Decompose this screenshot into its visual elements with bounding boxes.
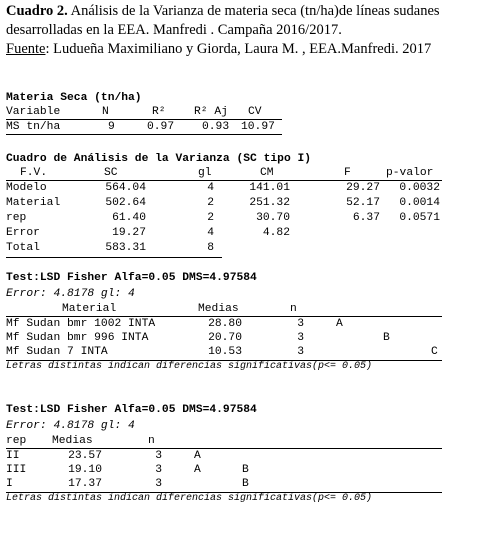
lsd1-cell-medias: 10.53 — [208, 346, 242, 358]
lsd1-cell-material: Mf Sudan bmr 1002 INTA — [6, 318, 156, 330]
anova-cell-fv: Material — [6, 197, 61, 209]
anova-header-f: F — [344, 167, 351, 179]
ms-header-r2aj: R² Aj — [194, 106, 228, 118]
anova-cell-f: 29.27 — [346, 182, 380, 194]
ms-header-variable: Variable — [6, 106, 61, 118]
lsd1-cell-n: 3 — [297, 346, 304, 358]
lsd2-header-medias: Medias — [52, 435, 93, 447]
anova-cell-sc: 583.31 — [105, 242, 146, 254]
lsd1-cell-group-b: B — [383, 332, 390, 344]
anova-cell-gl: 8 — [207, 242, 214, 254]
ms-cell-variable: MS tn/ha — [6, 121, 61, 133]
anova-cell-fv: Error — [6, 227, 40, 239]
anova-header-fv: F.V. — [20, 167, 48, 179]
anova-cell-sc: 502.64 — [105, 197, 146, 209]
caption-text: Análisis de la Varianza de materia seca (tn/ha)de líneas sudanes desarrolladas en la EEA. Manfredi . Campaña 2016/2017. — [6, 3, 440, 38]
lsd2-header-n: n — [148, 435, 155, 447]
lsd2-cell-rep: II — [6, 450, 20, 462]
ms-cell-n: 9 — [108, 121, 115, 133]
anova-cell-gl: 4 — [207, 182, 214, 194]
lsd1-header-medias: Medias — [198, 303, 239, 315]
lsd1-header-n: n — [290, 303, 297, 315]
lsd2-cell-group-b: B — [242, 464, 249, 476]
anova-cell-f: 52.17 — [346, 197, 380, 209]
lsd2-cell-medias: 17.37 — [68, 478, 102, 490]
lsd1-header-rule — [6, 316, 442, 317]
caption-source-text: : Ludueña Maximiliano y Giorda, Laura M. , EEA.Manfredi. 2017 — [45, 41, 432, 57]
ms-cell-r2aj: 0.93 — [202, 121, 230, 133]
anova-cell-pvalor: 0.0571 — [399, 212, 440, 224]
ms-cell-cv: 10.97 — [241, 121, 275, 133]
lsd-rep-section — [6, 404, 373, 543]
anova-cell-cm: 4.82 — [262, 227, 290, 239]
anova-cell-cm: 141.01 — [249, 182, 290, 194]
anova-cell-gl: 2 — [207, 212, 214, 224]
anova-cell-gl: 4 — [207, 227, 214, 239]
ms-header-rule — [6, 119, 282, 120]
anova-header-pvalor: p-valor — [386, 167, 434, 179]
lsd1-error: Error: 4.8178 gl: 4 — [6, 288, 135, 300]
lsd2-cell-n: 3 — [155, 464, 162, 476]
lsd2-error: Error: 4.8178 gl: 4 — [6, 420, 135, 432]
lsd1-cell-material: Mf Sudan 7 INTA — [6, 346, 108, 358]
lsd2-cell-group-a: A — [194, 450, 201, 462]
anova-cell-gl: 2 — [207, 197, 214, 209]
anova-cell-sc: 19.27 — [112, 227, 146, 239]
ms-cell-r2: 0.97 — [147, 121, 175, 133]
anova-header-sc: SC — [104, 167, 118, 179]
caption-label: Cuadro 2. — [6, 3, 68, 19]
lsd2-cell-medias: 23.57 — [68, 450, 102, 462]
lsd1-title: Test:LSD Fisher Alfa=0.05 DMS=4.97584 — [6, 272, 257, 284]
anova-cell-sc: 61.40 — [112, 212, 146, 224]
figure-caption — [6, 2, 492, 59]
lsd1-cell-medias: 20.70 — [208, 332, 242, 344]
lsd2-cell-rep: I — [6, 478, 13, 490]
lsd2-header-rep: rep — [6, 435, 27, 447]
anova-header-rule — [6, 180, 442, 181]
lsd2-cell-n: 3 — [155, 478, 162, 490]
anova-cell-pvalor: 0.0014 — [399, 197, 440, 209]
lsd2-cell-medias: 19.10 — [68, 464, 102, 476]
anova-cell-fv: Total — [6, 242, 40, 254]
lsd1-cell-material: Mf Sudan bmr 996 INTA — [6, 332, 149, 344]
ms-header-cv: CV — [248, 106, 262, 118]
anova-cell-pvalor: 0.0032 — [399, 182, 440, 194]
anova-cell-f: 6.37 — [352, 212, 380, 224]
lsd1-cell-group-a: A — [336, 318, 343, 330]
caption-source-label: Fuente — [6, 41, 46, 57]
ms-title: Materia Seca (tn/ha) — [6, 92, 142, 104]
lsd1-cell-n: 3 — [297, 332, 304, 344]
anova-cell-cm: 251.32 — [249, 197, 290, 209]
lsd2-cell-group-a: A — [194, 464, 201, 476]
lsd1-cell-n: 3 — [297, 318, 304, 330]
anova-header-cm: CM — [260, 167, 274, 179]
lsd1-cell-group-c: C — [431, 346, 438, 358]
ms-bottom-rule — [6, 134, 282, 135]
lsd2-cell-rep: III — [6, 464, 27, 476]
lsd1-cell-medias: 28.80 — [208, 318, 242, 330]
lsd-material-section — [6, 272, 438, 411]
ms-header-r2: R² — [152, 106, 166, 118]
anova-header-gl: gl — [198, 167, 212, 179]
lsd2-header-rule — [6, 448, 442, 449]
lsd1-header-material: Material — [62, 303, 117, 315]
ms-header-n: N — [102, 106, 109, 118]
lsd2-cell-group-b: B — [242, 478, 249, 490]
anova-cell-fv: rep — [6, 212, 27, 224]
lsd2-note: Letras distintas indican diferencias significativas(p<= 0.05) — [6, 493, 373, 504]
lsd2-title: Test:LSD Fisher Alfa=0.05 DMS=4.97584 — [6, 404, 257, 416]
lsd2-cell-n: 3 — [155, 450, 162, 462]
lsd1-note: Letras distintas indican diferencias significativas(p<= 0.05) — [6, 361, 373, 372]
anova-cell-sc: 564.04 — [105, 182, 146, 194]
anova-bottom-rule — [6, 257, 222, 258]
anova-title: Cuadro de Análisis de la Varianza (SC tipo I) — [6, 153, 312, 165]
anova-cell-fv: Modelo — [6, 182, 47, 194]
anova-cell-cm: 30.70 — [256, 212, 290, 224]
